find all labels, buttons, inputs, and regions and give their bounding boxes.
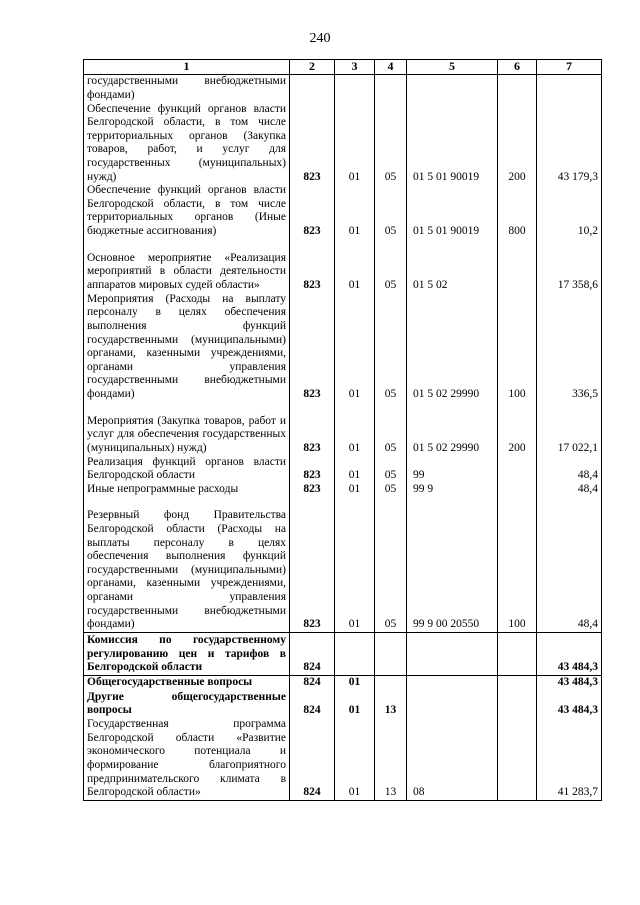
row-target	[407, 632, 498, 675]
row-subsection: 13	[375, 718, 407, 801]
row-amount: 43 484,3	[537, 632, 602, 675]
budget-table	[83, 59, 602, 801]
row-name: Обеспечение функций органов власти Белгородской области, в том числе территориальных органов (Закупка товаров, работ, и услуг для государственных (муниципальных) нужд)	[84, 103, 290, 185]
row-code: 823	[290, 483, 335, 497]
table-row	[84, 402, 602, 456]
row-section: 01	[335, 239, 375, 293]
header-col-5: 5	[407, 60, 498, 75]
row-section	[335, 74, 375, 103]
row-target: 01 5 02	[407, 239, 498, 293]
header-col-1: 1	[84, 60, 290, 75]
row-type	[498, 483, 537, 497]
row-subsection: 05	[375, 483, 407, 497]
header-col-7: 7	[537, 60, 602, 75]
page-number: 240	[309, 31, 331, 46]
row-name: Мероприятия (Закупка товаров, работ и услуг для обеспечения государственных (муниципальных) нужд)	[84, 402, 290, 456]
table-row	[84, 718, 602, 801]
row-name: Иные непрограммные расходы	[84, 483, 290, 497]
row-code: 823	[290, 239, 335, 293]
table-row	[84, 632, 602, 675]
table-row	[84, 675, 602, 690]
row-code: 823	[290, 402, 335, 456]
row-code: 823	[290, 293, 335, 402]
row-subsection: 05	[375, 456, 407, 483]
row-target: 99 9 00 20550	[407, 497, 498, 633]
row-section: 01	[335, 675, 375, 690]
row-amount: 43 179,3	[537, 103, 602, 185]
row-section: 01	[335, 718, 375, 801]
row-target: 99	[407, 456, 498, 483]
header-col-6: 6	[498, 60, 537, 75]
row-name: Реализация функций органов власти Белгородской области	[84, 456, 290, 483]
row-target: 01 5 02 29990	[407, 293, 498, 402]
row-type	[498, 632, 537, 675]
row-type	[498, 675, 537, 690]
row-amount: 43 484,3	[537, 690, 602, 718]
row-amount: 43 484,3	[537, 675, 602, 690]
row-section: 01	[335, 497, 375, 633]
row-subsection: 05	[375, 293, 407, 402]
header-col-3: 3	[335, 60, 375, 75]
row-type	[498, 239, 537, 293]
row-target: 01 5 01 90019	[407, 184, 498, 238]
row-subsection	[375, 74, 407, 103]
table-row	[84, 293, 602, 402]
row-amount: 336,5	[537, 293, 602, 402]
row-subsection: 05	[375, 239, 407, 293]
row-subsection: 13	[375, 690, 407, 718]
row-amount: 17 022,1	[537, 402, 602, 456]
row-subsection	[375, 675, 407, 690]
row-type	[498, 74, 537, 103]
row-code: 824	[290, 675, 335, 690]
row-amount: 48,4	[537, 456, 602, 483]
row-type: 100	[498, 293, 537, 402]
row-name: Комиссия по государственному регулированию цен и тарифов в Белгородской области	[84, 632, 290, 675]
row-type	[498, 456, 537, 483]
row-target	[407, 675, 498, 690]
table-row	[84, 456, 602, 483]
row-code: 823	[290, 103, 335, 185]
header-col-4: 4	[375, 60, 407, 75]
row-amount: 17 358,6	[537, 239, 602, 293]
row-amount: 10,2	[537, 184, 602, 238]
table-row	[84, 239, 602, 293]
row-name: Резервный фонд Правительства Белгородской области (Расходы на выплаты персоналу в целях обеспечения выполнения функций государственными (муниципальными) органами, казенными учреждениями, органами управления государственными внебюджетными фондами)	[84, 497, 290, 633]
row-section: 01	[335, 103, 375, 185]
row-name: Мероприятия (Расходы на выплату персоналу в целях обеспечения выполнения функций государственными (муниципальными) органами, казенными учреждениями, органами управления государственными внебюджетными фондами)	[84, 293, 290, 402]
row-name: Общегосударственные вопросы	[84, 675, 290, 690]
table-row	[84, 103, 602, 185]
row-type: 200	[498, 103, 537, 185]
row-target	[407, 690, 498, 718]
row-type	[498, 718, 537, 801]
header-row	[84, 60, 602, 75]
row-type: 800	[498, 184, 537, 238]
row-section: 01	[335, 293, 375, 402]
row-type: 100	[498, 497, 537, 633]
row-code: 823	[290, 184, 335, 238]
row-name: Обеспечение функций органов власти Белгородской области, в том числе территориальных органов (Иные бюджетные ассигнования)	[84, 184, 290, 238]
row-section: 01	[335, 483, 375, 497]
table-row	[84, 690, 602, 718]
row-code: 824	[290, 690, 335, 718]
row-section: 01	[335, 402, 375, 456]
row-amount: 48,4	[537, 483, 602, 497]
row-name: Государственная программа Белгородской области «Развитие экономического потенциала и формирование благоприятного предпринимательского климата в Белгородской области»	[84, 718, 290, 801]
row-code: 823	[290, 497, 335, 633]
row-name: Основное мероприятие «Реализация мероприятий в области деятельности аппаратов мировых судей области»	[84, 239, 290, 293]
row-amount: 48,4	[537, 497, 602, 633]
table-body	[84, 74, 602, 800]
header-col-2: 2	[290, 60, 335, 75]
row-subsection: 05	[375, 497, 407, 633]
row-code	[290, 74, 335, 103]
table-row	[84, 74, 602, 103]
table-row	[84, 497, 602, 633]
row-type: 200	[498, 402, 537, 456]
row-subsection: 05	[375, 184, 407, 238]
row-amount: 41 283,7	[537, 718, 602, 801]
row-target: 08	[407, 718, 498, 801]
row-subsection: 05	[375, 402, 407, 456]
row-type	[498, 690, 537, 718]
row-target: 99 9	[407, 483, 498, 497]
row-section: 01	[335, 690, 375, 718]
row-section: 01	[335, 184, 375, 238]
row-subsection	[375, 632, 407, 675]
row-amount	[537, 74, 602, 103]
row-code: 823	[290, 456, 335, 483]
row-section	[335, 632, 375, 675]
row-name: Другие общегосударственные вопросы	[84, 690, 290, 718]
row-target	[407, 74, 498, 103]
row-subsection: 05	[375, 103, 407, 185]
row-section: 01	[335, 456, 375, 483]
row-target: 01 5 01 90019	[407, 103, 498, 185]
table-row	[84, 483, 602, 497]
table-row	[84, 184, 602, 238]
row-code: 824	[290, 718, 335, 801]
row-name: государственными внебюджетными фондами)	[84, 74, 290, 103]
row-target: 01 5 02 29990	[407, 402, 498, 456]
row-code: 824	[290, 632, 335, 675]
